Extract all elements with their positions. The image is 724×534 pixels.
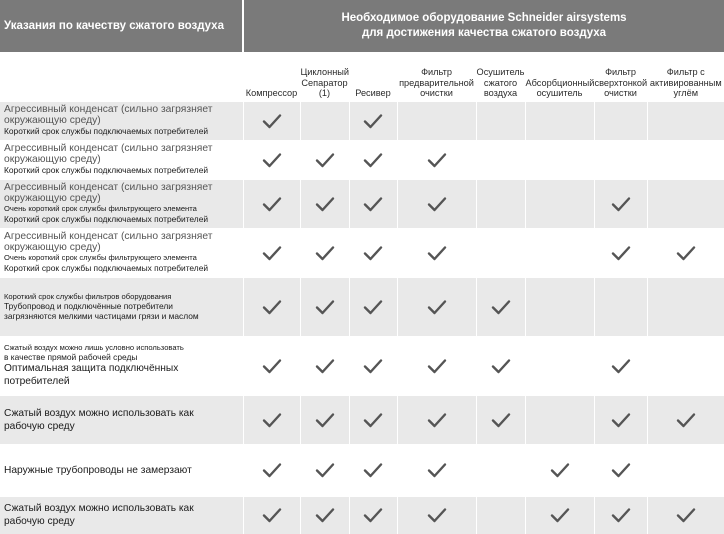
row-description — [0, 179, 243, 228]
row-description-line: окружающую среду) — [4, 243, 241, 254]
equipment-cell — [300, 277, 349, 336]
equipment-cell — [243, 179, 300, 228]
row-description-line: Оптимальная защита подключённых — [4, 362, 241, 375]
checkmark-icon — [398, 507, 476, 523]
checkmark-icon — [648, 507, 724, 523]
checkmark-icon — [350, 358, 397, 374]
row-description-line: окружающую среду) — [4, 116, 241, 127]
equipment-cell — [300, 140, 349, 179]
equipment-cell — [647, 140, 724, 179]
equipment-cell — [476, 101, 525, 140]
checkmark-icon — [398, 299, 476, 315]
equipment-cell — [243, 496, 300, 534]
equipment-cell — [525, 277, 594, 336]
equipment-cell — [594, 496, 647, 534]
equipment-cell — [594, 336, 647, 395]
checkmark-icon — [244, 462, 300, 478]
equipment-cell — [397, 101, 476, 140]
equipment-cell — [594, 228, 647, 277]
equipment-cell — [594, 277, 647, 336]
checkmark-icon — [301, 358, 349, 374]
equipment-cell — [300, 228, 349, 277]
equipment-cell — [476, 228, 525, 277]
column-label: Фильтр сверхтонкой очистки — [594, 52, 647, 101]
equipment-cell — [243, 228, 300, 277]
row-description-line: окружающую среду) — [4, 194, 241, 205]
row-description — [0, 395, 243, 444]
equipment-cell — [525, 101, 594, 140]
checkmark-icon — [244, 245, 300, 261]
checkmark-icon — [244, 358, 300, 374]
equipment-cell — [397, 336, 476, 395]
checkmark-icon — [350, 245, 397, 261]
equipment-cell — [349, 228, 397, 277]
equipment-cell — [300, 101, 349, 140]
row-description-line: Агрессивный конденсат (сильно загрязняет — [4, 183, 241, 194]
table-row — [0, 444, 724, 496]
equipment-cell — [476, 179, 525, 228]
column-label: Ресивер — [349, 52, 397, 101]
row-description-line: Трубопровод и подключённые потребители — [4, 301, 241, 311]
row-description-line: в качестве прямой рабочей среды — [4, 352, 241, 362]
equipment-cell — [594, 444, 647, 496]
equipment-cell — [476, 336, 525, 395]
row-description — [0, 444, 243, 496]
table-row — [0, 277, 724, 336]
column-labels-blank — [0, 52, 243, 101]
equipment-cell — [243, 277, 300, 336]
row-description-line: Агрессивный конденсат (сильно загрязняет — [4, 232, 241, 243]
checkmark-icon — [526, 462, 594, 478]
row-description — [0, 496, 243, 534]
equipment-cell — [300, 179, 349, 228]
equipment-cell — [647, 101, 724, 140]
checkmark-icon — [526, 507, 594, 523]
equipment-title-line2: для достижения качества сжатого воздуха — [244, 26, 724, 41]
equipment-cell — [594, 395, 647, 444]
checkmark-icon — [301, 245, 349, 261]
equipment-cell — [476, 444, 525, 496]
quality-notes-title: Указания по качеству сжатого воздуха — [4, 20, 224, 32]
checkmark-icon — [350, 152, 397, 168]
checkmark-icon — [244, 113, 300, 129]
equipment-cell — [397, 277, 476, 336]
equipment-cell — [476, 277, 525, 336]
column-label: Осушитель сжатого воздуха — [476, 52, 525, 101]
equipment-cell — [476, 140, 525, 179]
equipment-cell — [349, 395, 397, 444]
row-description-line: Сжатый воздух можно лишь условно использовать — [4, 343, 241, 353]
equipment-cell — [397, 179, 476, 228]
equipment-cell — [300, 336, 349, 395]
checkmark-icon — [301, 507, 349, 523]
row-description-line: Сжатый воздух можно использовать как — [4, 407, 241, 420]
row-description-line: Очень короткий срок службы фильтрующего элемента — [4, 253, 241, 263]
checkmark-icon — [301, 412, 349, 428]
row-description — [0, 336, 243, 395]
row-description-line: окружающую среду) — [4, 155, 241, 166]
equipment-cell — [349, 140, 397, 179]
row-description-line: Сжатый воздух можно использовать как — [4, 502, 241, 515]
checkmark-icon — [244, 507, 300, 523]
checkmark-icon — [301, 196, 349, 212]
checkmark-icon — [398, 196, 476, 212]
row-description-line: рабочую среду — [4, 420, 241, 433]
row-description-line: загрязняются мелкими частицами грязи и маслом — [4, 311, 241, 321]
checkmark-icon — [595, 507, 647, 523]
checkmark-icon — [595, 358, 647, 374]
column-label: Компрессор — [243, 52, 300, 101]
checkmark-icon — [244, 196, 300, 212]
equipment-cell — [647, 336, 724, 395]
equipment-cell — [525, 395, 594, 444]
equipment-cell — [397, 228, 476, 277]
quality-notes-header — [0, 0, 243, 52]
equipment-cell — [397, 140, 476, 179]
checkmark-icon — [398, 152, 476, 168]
row-description-line: Наружные трубопроводы не замерзают — [4, 464, 241, 477]
checkmark-icon — [595, 196, 647, 212]
checkmark-icon — [648, 412, 724, 428]
equipment-cell — [525, 179, 594, 228]
equipment-cell — [476, 395, 525, 444]
equipment-cell — [525, 140, 594, 179]
checkmark-icon — [301, 152, 349, 168]
checkmark-icon — [477, 299, 525, 315]
equipment-cell — [525, 336, 594, 395]
row-description-line: Агрессивный конденсат (сильно загрязняет — [4, 144, 241, 155]
equipment-cell — [300, 395, 349, 444]
row-description-line: потребителей — [4, 375, 241, 388]
checkmark-icon — [350, 299, 397, 315]
row-description-line: Очень короткий срок службы фильтрующего элемента — [4, 204, 241, 214]
table-body — [0, 52, 724, 534]
equipment-cell — [300, 496, 349, 534]
row-description-line: Короткий срок службы подключаемых потребителей — [4, 165, 241, 175]
equipment-cell — [647, 228, 724, 277]
table-row — [0, 395, 724, 444]
checkmark-icon — [244, 299, 300, 315]
equipment-cell — [349, 496, 397, 534]
equipment-cell — [243, 101, 300, 140]
equipment-cell — [647, 444, 724, 496]
row-description-line: Короткий срок службы фильтров оборудования — [4, 292, 241, 302]
checkmark-icon — [350, 462, 397, 478]
equipment-cell — [243, 444, 300, 496]
row-description-line: Короткий срок службы подключаемых потребителей — [4, 214, 241, 224]
checkmark-icon — [595, 462, 647, 478]
equipment-cell — [397, 444, 476, 496]
row-description — [0, 101, 243, 140]
equipment-cell — [647, 496, 724, 534]
equipment-cell — [397, 395, 476, 444]
checkmark-icon — [477, 412, 525, 428]
equipment-header — [243, 0, 724, 52]
checkmark-icon — [595, 412, 647, 428]
equipment-cell — [525, 228, 594, 277]
equipment-cell — [525, 496, 594, 534]
equipment-cell — [243, 395, 300, 444]
checkmark-icon — [595, 245, 647, 261]
equipment-cell — [349, 179, 397, 228]
checkmark-icon — [244, 412, 300, 428]
column-label: Циклонный Сепаратор (1) — [300, 52, 349, 101]
row-description — [0, 228, 243, 277]
column-label: Фильтр предварительной очистки — [397, 52, 476, 101]
checkmark-icon — [244, 152, 300, 168]
equipment-title-line1: Необходимое оборудование Schneider airsystems — [244, 11, 724, 26]
equipment-cell — [476, 496, 525, 534]
equipment-cell — [594, 101, 647, 140]
row-description-line: рабочую среду — [4, 515, 241, 528]
equipment-cell — [647, 179, 724, 228]
checkmark-icon — [350, 507, 397, 523]
column-label: Абсорбционный осушитель — [525, 52, 594, 101]
table-row — [0, 228, 724, 277]
table-row — [0, 496, 724, 534]
column-label: Фильтр с активированным углём — [647, 52, 724, 101]
equipment-cell — [647, 395, 724, 444]
table-row — [0, 101, 724, 140]
equipment-cell — [243, 336, 300, 395]
checkmark-icon — [477, 358, 525, 374]
checkmark-icon — [350, 196, 397, 212]
equipment-cell — [349, 336, 397, 395]
equipment-cell — [243, 140, 300, 179]
checkmark-icon — [350, 113, 397, 129]
row-description — [0, 277, 243, 336]
equipment-cell — [349, 277, 397, 336]
checkmark-icon — [301, 299, 349, 315]
checkmark-icon — [301, 462, 349, 478]
equipment-cell — [594, 140, 647, 179]
equipment-cell — [397, 496, 476, 534]
row-description-line: Агрессивный конденсат (сильно загрязняет — [4, 105, 241, 116]
checkmark-icon — [398, 245, 476, 261]
row-description — [0, 140, 243, 179]
row-description-line: Короткий срок службы подключаемых потребителей — [4, 263, 241, 273]
equipment-cell — [349, 101, 397, 140]
row-description-line: Короткий срок службы подключаемых потребителей — [4, 126, 241, 136]
table-row — [0, 140, 724, 179]
equipment-cell — [594, 179, 647, 228]
table-header-row — [0, 0, 724, 52]
checkmark-icon — [398, 412, 476, 428]
column-labels-row — [0, 52, 724, 101]
equipment-cell — [647, 277, 724, 336]
table-row — [0, 179, 724, 228]
checkmark-icon — [350, 412, 397, 428]
equipment-cell — [300, 444, 349, 496]
equipment-cell — [525, 444, 594, 496]
checkmark-icon — [648, 245, 724, 261]
equipment-cell — [349, 444, 397, 496]
checkmark-icon — [398, 462, 476, 478]
table-row — [0, 336, 724, 395]
checkmark-icon — [398, 358, 476, 374]
